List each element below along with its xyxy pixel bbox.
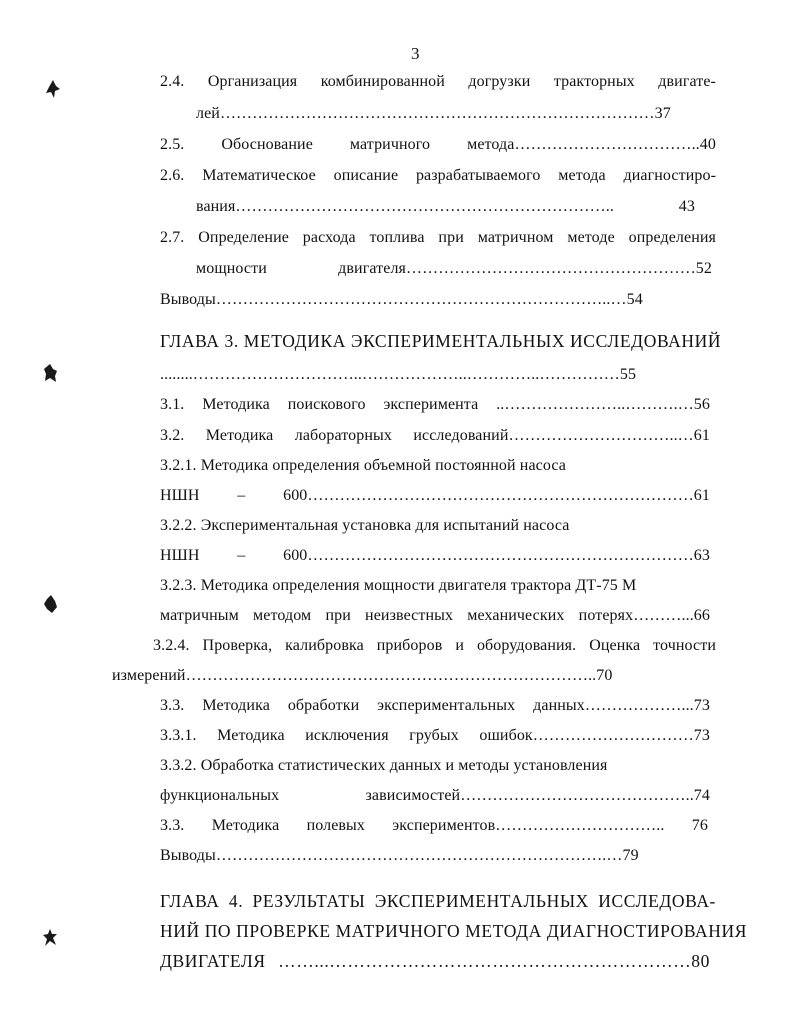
toc-entry-3-3-2: 3.3.2. Обработка статистических данных и методы установления	[160, 757, 608, 774]
toc-entry-conclusions-3: Выводы……………………………………………………………….…79	[160, 847, 639, 864]
scan-mark-icon	[43, 929, 57, 947]
toc-entry-conclusions-2: Выводы………………………………………………………………..…54	[160, 291, 643, 308]
toc-entry-3-2: 3.2. Методика лабораторных исследований…………………………..…61	[160, 427, 710, 444]
chapter-4-heading-page: ДВИГАТЕЛЯ ……...……………………………………………………80	[160, 951, 710, 971]
toc-entry-3-2-4: 3.2.4. Проверка, калибровка приборов и оборудования. Оценка точности	[153, 637, 716, 654]
toc-entry-3-2-4-cont: измерений…………………………………………………………………..70	[112, 667, 613, 684]
toc-entry-3-3-1: 3.3.1. Методика исключения грубых ошибок…………………………73	[160, 727, 710, 744]
toc-entry-3-2-2-cont: НШН – 600………………………………………………………………63	[160, 547, 710, 564]
chapter-3-page: ........…………………………..………………..…………..……………55	[160, 366, 637, 383]
toc-entry-2-4: 2.4. Организация комбинированной догрузки тракторных двигате-	[160, 73, 716, 90]
toc-entry-3-3: 3.3. Методика обработки экспериментальных данных………………...73	[160, 697, 710, 714]
toc-entry-2-7: 2.7. Определение расхода топлива при матричном методе определения	[160, 229, 716, 246]
toc-entry-3-1: 3.1. Методика поискового эксперимента ..…………………..……….…56	[160, 396, 710, 413]
page-number: 3	[411, 44, 420, 63]
toc-entry-3-2-1: 3.2.1. Методика определения объемной постоянной насоса	[160, 457, 566, 474]
toc-entry-3-2-1-cont: НШН – 600………………………………………………………………61	[160, 487, 710, 504]
scan-mark-icon	[44, 364, 58, 382]
toc-entry-3-2-2: 3.2.2. Экспериментальная установка для испытаний насоса	[160, 517, 570, 534]
chapter-4-heading: ГЛАВА 4. РЕЗУЛЬТАТЫ ЭКСПЕРИМЕНТАЛЬНЫХ ИССЛЕДОВА-	[160, 891, 716, 911]
toc-entry-3-3-field: 3.3. Методика полевых экспериментов………………………….. 76	[160, 817, 708, 834]
chapter-4-heading-cont: НИЙ ПО ПРОВЕРКЕ МАТРИЧНОГО МЕТОДА ДИАГНОСТИРОВАНИЯ	[160, 921, 748, 941]
toc-entry-2-6-cont: вания…………………………………………………………….. 43	[196, 198, 695, 215]
toc-entry-3-2-3: 3.2.3. Методика определения мощности двигателя трактора ДТ-75 М	[160, 577, 637, 594]
toc-entry-3-3-2-cont: функциональных зависимостей……………………………………..74	[160, 787, 710, 804]
toc-entry-2-5: 2.5. Обоснование матричного метода……………………………..40	[160, 136, 716, 153]
chapter-3-heading: ГЛАВА 3. МЕТОДИКА ЭКСПЕРИМЕНТАЛЬНЫХ ИССЛЕДОВАНИЙ	[160, 331, 722, 351]
toc-entry-3-2-3-cont: матричным методом при неизвестных механических потерях………...66	[160, 607, 710, 624]
scan-mark-icon	[44, 595, 58, 613]
scan-mark-icon	[46, 80, 60, 98]
toc-entry-2-4-cont: лей………………………………………………………………………37	[196, 105, 671, 122]
toc-entry-2-6: 2.6. Математическое описание разрабатываемого метода диагностиро-	[160, 167, 716, 184]
toc-entry-2-7-cont: мощности двигателя………………………………………………52	[196, 260, 712, 277]
